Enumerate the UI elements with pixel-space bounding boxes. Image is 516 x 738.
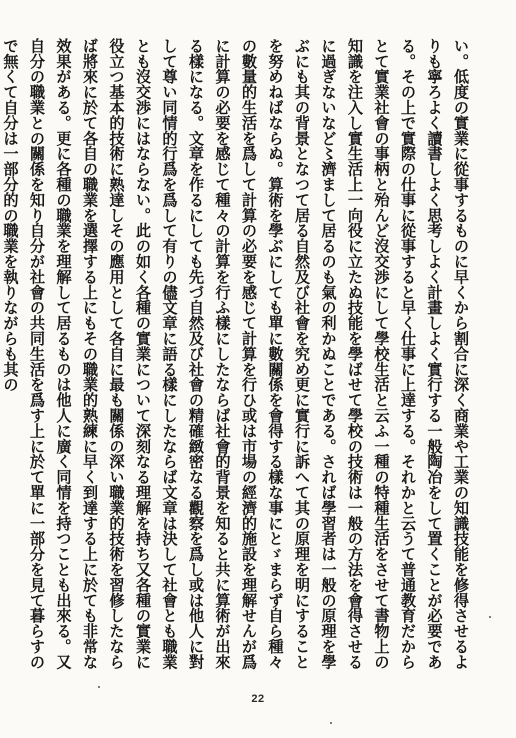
- page-number: 22: [251, 693, 265, 705]
- paragraph: い。低度の實業に從事するものに早くから割合に深く商業や工業の知識技能を修得させるよりも寧ろよく讀書しよく思考しよく計畫しよく實行する一般陶冶をして置くことが必要である。その上で實際の仕事に從事すると早く仕事に上達する。それかと云うて普通教育だからとて實業社會の事柄と殆んど沒交渉にして學校生活と云ふ一種の特種生活をさせて書物上の知識を注入し實生活上一向役に立たぬ技能を學ばせて學校の技術は一般の方法を會得させるに過ぎないなど〻濟まして居るのも氣の利かぬことである。されば學習者は一般の原理を學ぶにも其の背景となつて居る自然及び社會を究め更に實行に訴へて其の原理を明にすることを努めねばならぬ。算術を學ぶにしても單に數關係を會得する樣な事にとゞまらず自ら種々の數量的生活を爲して計算の必要を感じて計算を行ひ或は市場の經濟的施設を理解せんが爲に計算の必要を感じて種々の計算を行ふ樣にしたならば社會的背景を知ると共に算術が出來る樣になる。文章を作るにしても先づ自然及び社會の精確緻密なる觀察を爲し或は他人に對して尊い同情的行爲を爲して有りの儘文章に語る樣にしたならば文章は決して社會とも職業とも沒交渉にはならない。此の如く各種の實業について深刻なる理解を持ち又各種の實業に役立つ基本的技術に熟達しその應用として各自に最も關係の深い職業的技術を習修したならば將來に於て各自の職業を選擇する上にもその職業的熟練に早く到達する上に於ても非常な效果がある。更に各種の職業を理解して居るものは他人に廣く同情を持つことも出來る。又自分の職業との關係を知り自分が社會の共同生活を爲す上に於て單に一部分を見て暮らすので無くて自分は一部分的の職業を執りながらも其の: [1, 38, 470, 670]
- ink-speck: [489, 616, 491, 618]
- vertical-text-block: [1, 38, 474, 678]
- ink-speck: [330, 722, 332, 724]
- ink-speck: [98, 686, 100, 688]
